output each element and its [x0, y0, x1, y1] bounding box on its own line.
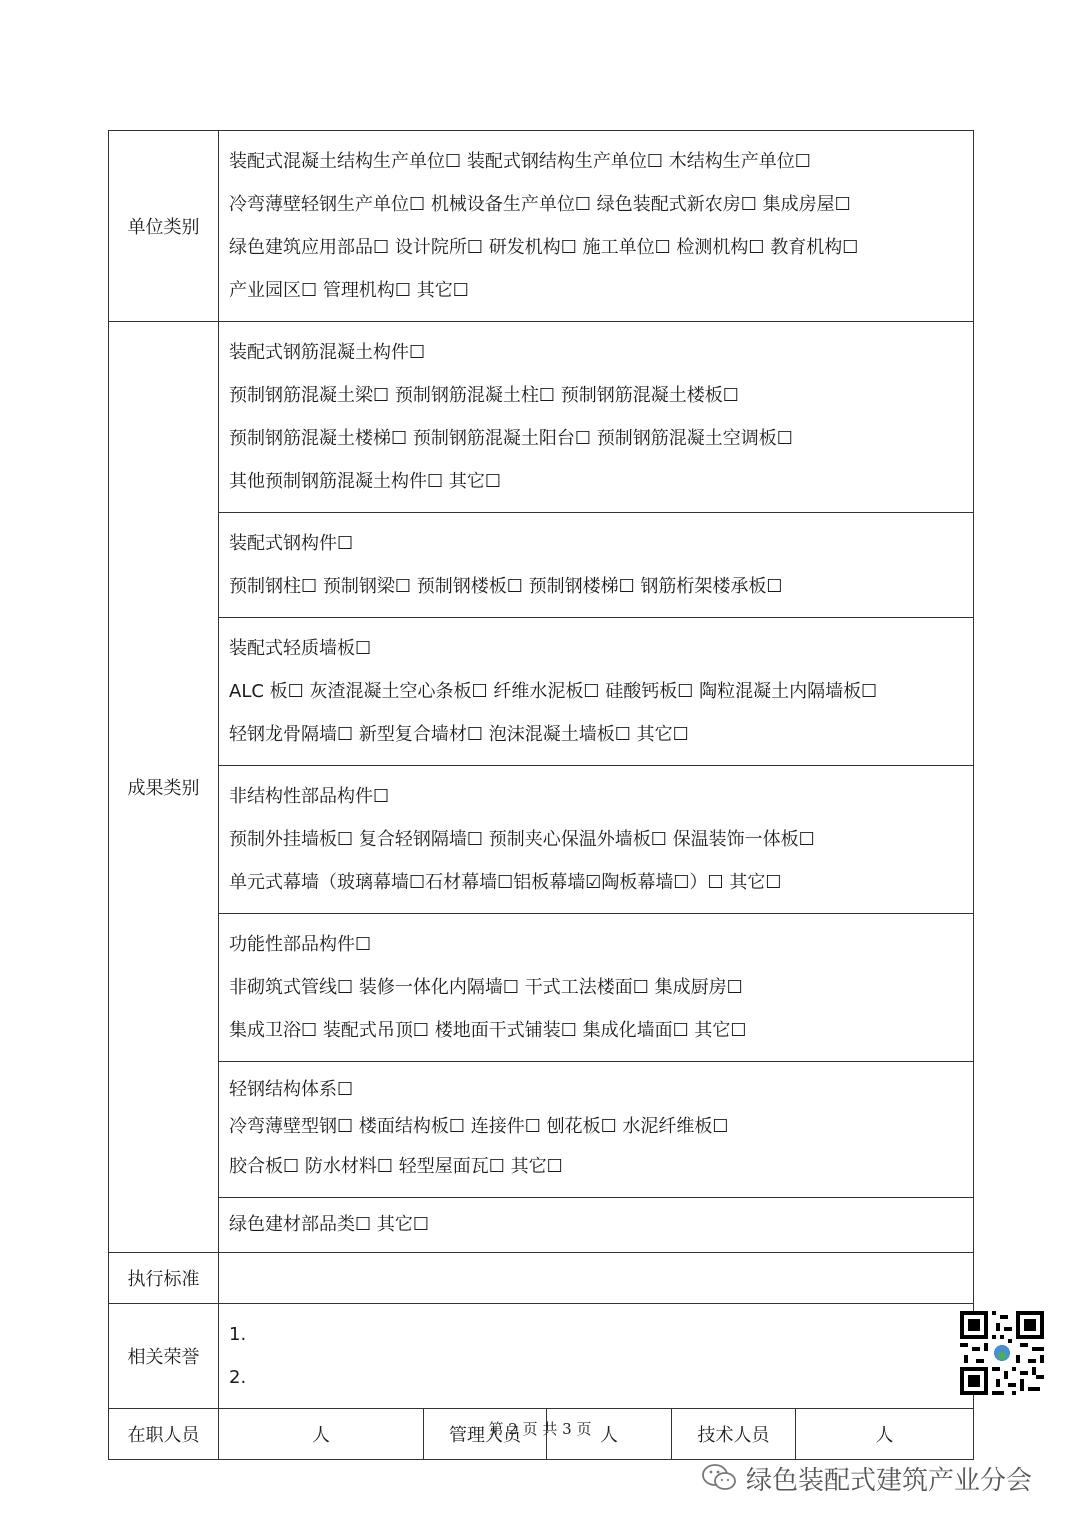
- result-group-title[interactable]: 功能性部品构件☐: [229, 934, 372, 955]
- honors-list[interactable]: [219, 1304, 974, 1409]
- result-group-steel-components: [219, 513, 974, 618]
- honors-label: 相关荣誉: [109, 1304, 219, 1409]
- unit-type-options: [219, 131, 974, 322]
- page-number: 第 2 页 共 3 页: [488, 1420, 592, 1438]
- result-group-item-line[interactable]: 单元式幕墙（玻璃幕墙☐石材幕墙☐铝板幕墙☑陶板幕墙☐）☐ 其它☐: [229, 872, 782, 893]
- result-group-green-materials: [219, 1198, 974, 1253]
- result-group-item-line[interactable]: ALC 板☐ 灰渣混凝土空心条板☐ 纤维水泥板☐ 硅酸钙板☐ 陶粒混凝土内隔墙板☐: [229, 681, 878, 702]
- result-group-item-line[interactable]: 预制外挂墙板☐ 复合轻钢隔墙☐ 预制夹心保温外墙板☐ 保温装饰一体板☐: [229, 829, 815, 850]
- unit-type-line[interactable]: 产业园区☐ 管理机构☐ 其它☐: [229, 280, 469, 301]
- result-group-row: [109, 513, 974, 618]
- result-group-item-line[interactable]: 预制钢筋混凝土梁☐ 预制钢筋混凝土柱☐ 预制钢筋混凝土楼板☐: [229, 385, 739, 406]
- staff-unit[interactable]: 人: [219, 1409, 424, 1460]
- staff-label: 在职人员: [109, 1409, 219, 1460]
- honor-item[interactable]: 1.: [229, 1324, 247, 1345]
- honor-item[interactable]: 2.: [229, 1367, 247, 1388]
- unit-type-label: 单位类别: [109, 131, 219, 322]
- result-group-item-line[interactable]: 预制钢柱☐ 预制钢梁☐ 预制钢楼板☐ 预制钢楼梯☐ 钢筋桁架楼承板☐: [229, 576, 783, 597]
- manager-label: 管理人员: [424, 1409, 547, 1460]
- result-group-functional: [219, 914, 974, 1062]
- result-group-row: [109, 618, 974, 766]
- result-group-row: [109, 1198, 974, 1253]
- result-group-item-line[interactable]: 非砌筑式管线☐ 装修一体化内隔墙☐ 干式工法楼面☐ 集成厨房☐: [229, 977, 743, 998]
- result-group-row: [109, 322, 974, 513]
- result-group-item-line[interactable]: 预制钢筋混凝土楼梯☐ 预制钢筋混凝土阳台☐ 预制钢筋混凝土空调板☐: [229, 428, 793, 449]
- result-group-title[interactable]: 装配式钢筋混凝土构件☐: [229, 342, 426, 363]
- application-form-table: [108, 130, 974, 1460]
- result-group-light-wall: [219, 618, 974, 766]
- unit-type-line[interactable]: 绿色建筑应用部品☐ 设计院所☐ 研发机构☐ 施工单位☐ 检测机构☐ 教育机构☐: [229, 237, 859, 258]
- result-group-item-line[interactable]: 胶合板☐ 防水材料☐ 轻型屋面瓦☐ 其它☐: [229, 1156, 563, 1177]
- result-group-title[interactable]: 轻钢结构体系☐: [229, 1079, 354, 1100]
- qr-code: [960, 1311, 1044, 1395]
- standard-row: [109, 1253, 974, 1304]
- result-group-title[interactable]: 绿色建材部品类☐ 其它☐: [229, 1214, 429, 1235]
- wechat-icon: [700, 1462, 740, 1494]
- watermark-text: 绿色装配式建筑产业分会: [746, 1465, 1033, 1496]
- result-group-row: [109, 1062, 974, 1198]
- result-group-light-steel: [219, 1062, 974, 1198]
- result-group-row: [109, 766, 974, 914]
- result-group-rc-components: [219, 322, 974, 513]
- honors-row: [109, 1304, 974, 1409]
- result-type-label: 成果类别: [109, 322, 219, 1253]
- result-group-title[interactable]: 装配式轻质墙板☐: [229, 638, 372, 659]
- standard-label: 执行标准: [109, 1253, 219, 1304]
- unit-type-line[interactable]: 冷弯薄壁轻钢生产单位☐ 机械设备生产单位☐ 绿色装配式新农房☐ 集成房屋☐: [229, 194, 851, 215]
- watermark: [700, 1458, 1032, 1498]
- result-group-row: [109, 914, 974, 1062]
- result-group-item-line[interactable]: 轻钢龙骨隔墙☐ 新型复合墙材☐ 泡沫混凝土墙板☐ 其它☐: [229, 724, 689, 745]
- result-group-title[interactable]: 装配式钢构件☐: [229, 533, 354, 554]
- unit-type-row: [109, 131, 974, 322]
- result-group-item-line[interactable]: 冷弯薄壁型钢☐ 楼面结构板☐ 连接件☐ 刨花板☐ 水泥纤维板☐: [229, 1116, 729, 1137]
- result-group-title[interactable]: 非结构性部品构件☐: [229, 786, 390, 807]
- result-group-non-structural: [219, 766, 974, 914]
- manager-unit[interactable]: 人: [547, 1409, 672, 1460]
- unit-type-line[interactable]: 装配式混凝土结构生产单位☐ 装配式钢结构生产单位☐ 木结构生产单位☐: [229, 151, 811, 172]
- tech-label: 技术人员: [672, 1409, 796, 1460]
- result-group-item-line[interactable]: 集成卫浴☐ 装配式吊顶☐ 楼地面干式铺装☐ 集成化墙面☐ 其它☐: [229, 1020, 747, 1041]
- result-group-item-line[interactable]: 其他预制钢筋混凝土构件☐ 其它☐: [229, 471, 501, 492]
- tech-unit[interactable]: 人: [796, 1409, 974, 1460]
- standard-value[interactable]: [219, 1253, 974, 1304]
